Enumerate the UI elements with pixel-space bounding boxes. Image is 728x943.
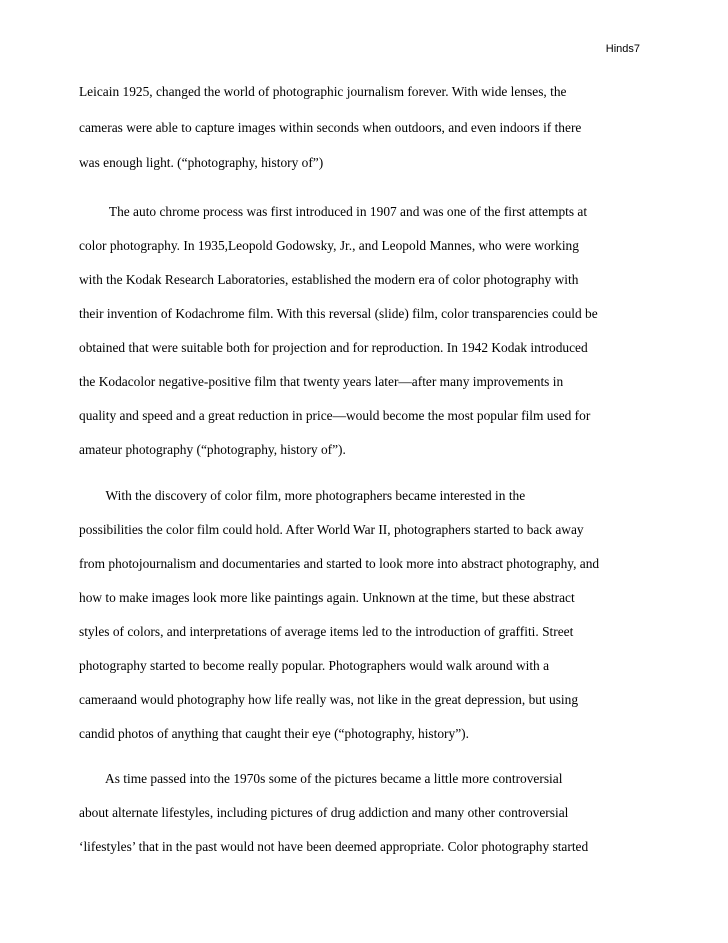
text-line: Leicain 1925, changed the world of photographic journalism forever. With wide lenses, the [79, 84, 567, 99]
text-line: about alternate lifestyles, including pictures of drug addiction and many other controversial [79, 805, 569, 820]
text-line: the Kodacolor negative-positive film that twenty years later—after many improvements in [79, 374, 564, 389]
text-line: candid photos of anything that caught their eye (“photography, history”). [79, 726, 469, 741]
text-line: The auto chrome process was first introduced in 1907 and was one of the first attempts at [79, 204, 588, 219]
text-line: styles of colors, and interpretations of average items led to the introduction of graffiti. Street [79, 624, 574, 639]
text-line: their invention of Kodachrome film. With this reversal (slide) film, color transparencies could be [79, 306, 598, 321]
text-line: from photojournalism and documentaries and started to look more into abstract photography, and [79, 556, 600, 571]
text-line: possibilities the color film could hold. After World War II, photographers started to back away [79, 522, 584, 537]
text-line: As time passed into the 1970s some of the pictures became a little more controversial [79, 771, 563, 786]
text-line: obtained that were suitable both for projection and for reproduction. In 1942 Kodak introduced [79, 340, 588, 355]
text-line: quality and speed and a great reduction in price—would become the most popular film used for [79, 408, 591, 423]
text-line: was enough light. (“photography, history of”) [79, 155, 324, 170]
text-line: color photography. In 1935,Leopold Godowsky, Jr., and Leopold Mannes, who were working [79, 238, 579, 253]
text-line: With the discovery of color film, more photographers became interested in the [79, 488, 526, 503]
text-line: photography started to become really popular. Photographers would walk around with a [79, 658, 550, 673]
text-line: ‘lifestyles’ that in the past would not have been deemed appropriate. Color photography started [79, 839, 589, 854]
text-line: cameras were able to capture images within seconds when outdoors, and even indoors if there [79, 120, 582, 135]
page-header: Hinds7 [605, 43, 640, 55]
text-line: how to make images look more like paintings again. Unknown at the time, but these abstract [79, 590, 575, 605]
text-line: with the Kodak Research Laboratories, established the modern era of color photography with [79, 272, 579, 287]
text-line: cameraand would photography how life really was, not like in the great depression, but using [79, 692, 579, 707]
text-line: amateur photography (“photography, history of”). [79, 442, 346, 457]
